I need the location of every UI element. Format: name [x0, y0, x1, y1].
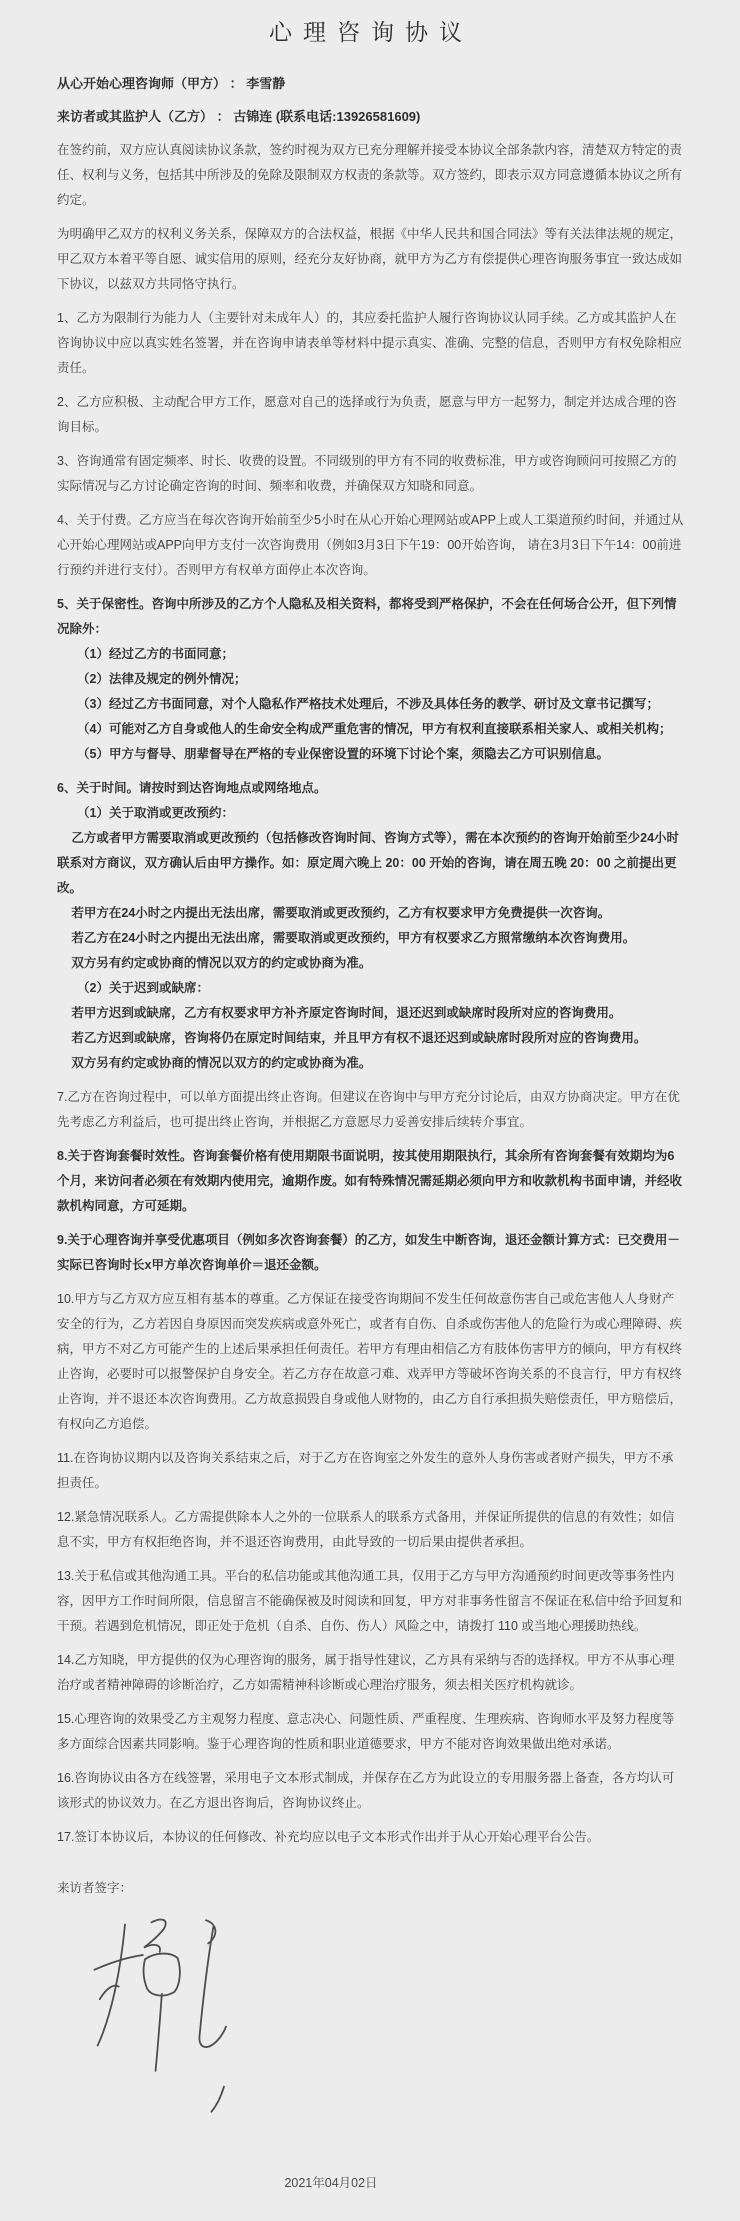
clause-5-sub-3: （3）经过乙方书面同意，对个人隐私作严格技术处理后，不涉及具体任务的教学、研讨及文章书记撰写； [77, 697, 659, 711]
party-b-line: 来访者或其监护人（乙方） ： 古锦连 (联系电话:13926581609) [57, 109, 421, 124]
clause-10: 10.甲方与乙方双方应互相有基本的尊重。乙方保证在接受咨询期间不发生任何故意伤害自己或危害他人人身财产安全的行为，乙方若因自身原因而突发疾病或意外死亡，或者有自伤、自杀或伤害他人的危险行为或心理障碍、疾病，甲方不对乙方可能产生的上述后果承担任何责任。若甲方有理由相信乙方有肢体伤害甲方的倾向，甲方有权终止咨询，必要时可以报警保护自身安全。若乙方存在故意刁难、戏弄甲方等破坏咨询关系的不良言行，甲方有权终止咨询，并不退还本次咨询费用。乙方故意损毁自身或他人财物的，由乙方自行承担损失赔偿责任，甲方赔偿后，有权向乙方追偿。 [57, 1292, 683, 1431]
clause-5-sub-5: （5）甲方与督导、朋辈督导在严格的专业保密设置的环境下讨论个案，须隐去乙方可识别信息。 [77, 747, 609, 761]
clause-15: 15.心理咨询的效果受乙方主观努力程度、意志决心、问题性质、严重程度、生理疾病、咨询师水平及努力程度等多方面综合因素共同影响。鉴于心理咨询的性质和职业道德要求，甲方不能对咨询效果做出绝对承诺。 [57, 1712, 675, 1751]
clause-6-sub-1a: 乙方或者甲方需要取消或更改预约（包括修改咨询时间、咨询方式等），需在本次预约的咨询开始前至少24小时联系对方商议，双方确认后由甲方操作。如：原定周六晚上 20：00 开始的咨询，请在周五晚 20：00 之前提出更改。 [57, 831, 680, 895]
clause-6-sub-2: （2）关于迟到或缺席： [77, 981, 209, 995]
clause-8: 8.关于咨询套餐时效性。咨询套餐价格有使用期限书面说明，按其使用期限执行，其余所有咨询套餐有效期均为6个月，来访问者必须在有效期内使用完，逾期作废。如有特殊情况需延期必须向甲方和收款机构书面申请，并经收款机构同意，方可延期。 [57, 1149, 683, 1213]
clause-12: 12.紧急情况联系人。乙方需提供除本人之外的一位联系人的联系方式备用，并保证所提供的信息的有效性；如信息不实，甲方有权拒绝咨询，并不退还咨询费用，由此导致的一切后果由提供者承担。 [57, 1510, 675, 1549]
party-a-line: 从心开始心理咨询师（甲方） ： 李雪静 [57, 76, 286, 91]
signature-strokes-icon [85, 1915, 245, 2115]
signature-image [85, 1915, 245, 2115]
clause-5: 5、关于保密性。咨询中所涉及的乙方个人隐私及相关资料，都将受到严格保护，不会在任何场合公开，但下列情况除外： [57, 597, 677, 636]
clause-6-sub-1: （1）关于取消或更改预约： [77, 806, 234, 820]
clause-16: 16.咨询协议由各方在线签署，采用电子文本形式制成，并保存在乙方为此设立的专用服务器上备查，各方均认可该形式的协议效力。在乙方退出咨询后，咨询协议终止。 [57, 1771, 675, 1810]
document-title: 心理咨询协议 [269, 19, 473, 45]
clause-7: 7.乙方在咨询过程中，可以单方面提出终止咨询。但建议在咨询中与甲方充分讨论后，由双方协商决定。甲方在优先考虑乙方利益后，也可提出终止咨询，并根据乙方意愿尽力妥善安排后续转介事宜。 [57, 1090, 680, 1129]
clause-6-sub-1d: 双方另有约定或协商的情况以双方的约定或协商为准。 [71, 956, 372, 970]
clause-5-sub-4: （4）可能对乙方自身或他人的生命安全构成严重危害的情况，甲方有权利直接联系相关家人、或相关机构； [77, 722, 672, 736]
clause-6-sub-2b: 若乙方迟到或缺席，咨询将仍在原定时间结束，并且甲方有权不退还迟到或缺席时段所对应的咨询费用。 [71, 1031, 647, 1045]
clause-4: 4、关于付费。乙方应当在每次咨询开始前至少5小时在从心开始心理网站或APP上或人工渠道预约时间，并通过从心开始心理网站或APP向甲方支付一次咨询费用（例如3月3日下午19：00开始咨询， 请在3月3日下午14：00前进行预约并进行支付）。否则甲方有权单方面停止本次咨询。 [57, 513, 684, 577]
clause-5-sub-1: （1）经过乙方的书面同意； [77, 647, 234, 661]
signature-date: 2021年04月02日 [284, 2176, 378, 2190]
clause-9: 9.关于心理咨询并享受优惠项目（例如多次咨询套餐）的乙方，如发生中断咨询，退还金额计算方式：已交费用－实际已咨询时长x甲方单次咨询单价＝退还金额。 [57, 1233, 680, 1272]
intro-2: 为明确甲乙双方的权利义务关系，保障双方的合法权益，根据《中华人民共和国合同法》等有关法律法规的规定，甲乙双方本着平等自愿、诚实信用的原则，经充分友好协商，就甲方为乙方有偿提供心理咨询服务事宜一致达成如下协议，以兹双方共同恪守执行。 [57, 227, 683, 291]
clause-3: 3、咨询通常有固定频率、时长、收费的设置。不同级别的甲方有不同的收费标准，甲方或咨询顾问可按照乙方的实际情况与乙方讨论确定咨询的时间、频率和收费，并确保双方知晓和同意。 [57, 454, 677, 493]
clause-6-sub-1c: 若乙方在24小时之内提出无法出席，需要取消或更改预约，甲方有权要求乙方照常缴纳本次咨询费用。 [71, 931, 636, 945]
clause-6: 6、关于时间。请按时到达咨询地点或网络地点。 [57, 781, 327, 795]
clause-5-sub-2: （2）法律及规定的例外情况； [77, 672, 247, 686]
date-row [17, 2173, 645, 2191]
intro-1: 在签约前，双方应认真阅读协议条款，签约时视为双方已充分理解并接受本协议全部条款内容，清楚双方特定的责任、权利与义务，包括其中所涉及的免除及限制双方权责的条款等。双方签约，即表示双方同意遵循本协议之所有约定。 [57, 143, 683, 207]
clause-11: 11.在咨询协议期内以及咨询关系结束之后，对于乙方在咨询室之外发生的意外人身伤害或者财产损失，甲方不承担责任。 [57, 1451, 674, 1490]
clause-1: 1、乙方为限制行为能力人（主要针对未成年人）的，其应委托监护人履行咨询协议认同手续。乙方或其监护人在咨询协议中应以真实姓名签署，并在咨询申请表单等材料中提示真实、准确、完整的信息，否则甲方有权免除相应责任。 [57, 311, 683, 375]
signature-label: 来访者签字： [57, 1881, 133, 1895]
clause-6-sub-2c: 双方另有约定或协商的情况以双方的约定或协商为准。 [71, 1056, 372, 1070]
clause-17: 17.签订本协议后，本协议的任何修改、补充均应以电子文本形式作出并于从心开始心理平台公告。 [57, 1830, 600, 1844]
clause-13: 13.关于私信或其他沟通工具。平台的私信功能或其他沟通工具，仅用于乙方与甲方沟通预约时间更改等事务性内容，因甲方工作时间所限，信息留言不能确保被及时阅读和回复，甲方对非事务性留言不保证在私信中给予回复和干预。若遇到危机情况，即正处于危机（自杀、自伤、伤人）风险之中，请拨打 110 或当地心理援助热线。 [57, 1569, 683, 1633]
clause-14: 14.乙方知晓，甲方提供的仅为心理咨询的服务，属于指导性建议，乙方具有采纳与否的选择权。甲方不从事心理治疗或者精神障碍的诊断治疗，乙方如需精神科诊断或心理治疗服务，须去相关医疗机构就诊。 [57, 1653, 675, 1692]
clause-6-sub-2a: 若甲方迟到或缺席，乙方有权要求甲方补齐原定咨询时间，退还迟到或缺席时段所对应的咨询费用。 [71, 1006, 622, 1020]
clauses-container [57, 138, 685, 1850]
clause-2: 2、乙方应积极、主动配合甲方工作，愿意对自己的选择或行为负责，愿意与甲方一起努力，制定并达成合理的咨询目标。 [57, 395, 677, 434]
clause-6-sub-1b: 若甲方在24小时之内提出无法出席，需要取消或更改预约，乙方有权要求甲方免费提供一次咨询。 [71, 906, 611, 920]
